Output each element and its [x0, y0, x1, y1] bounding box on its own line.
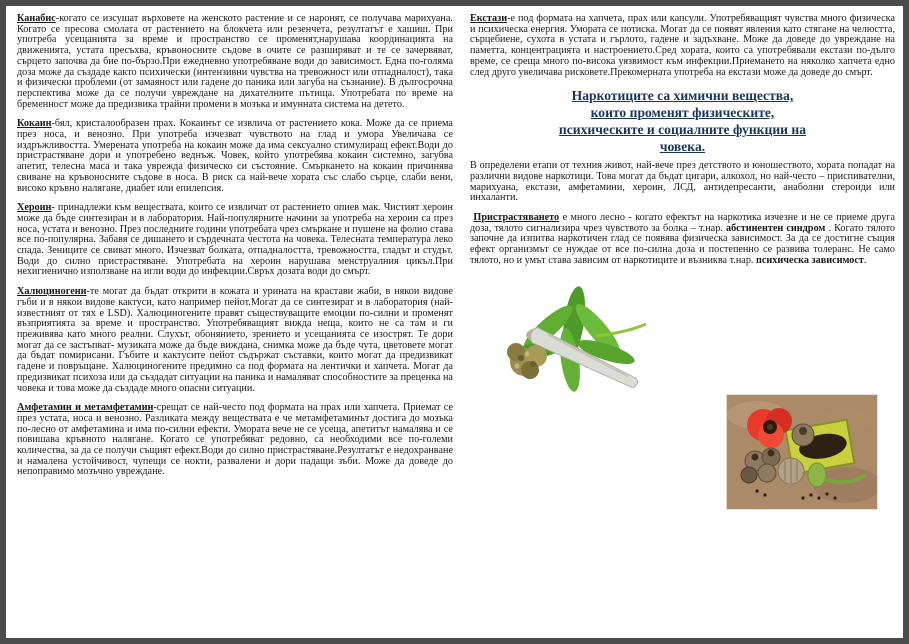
term-amphetamines: Амфетамин и метамфетамин	[17, 402, 154, 414]
term-cocaine: Кокаин	[17, 118, 52, 130]
two-column-layout	[6, 6, 903, 532]
bold-abstinence-syndrome: абстинентен синдром	[725, 222, 826, 234]
paragraph-ecstasy	[470, 14, 895, 78]
paragraph-text: - принадлежи към веществата, които се извличат от растението опиев мак. Чистият хероин може да бъде синтезиран и в лаборатория. Най-популярните начини за употреба на хероин са през носа, устата и венозно. През последните години употребата чрез смъркане и пушене на фолио става все по-популярна. Забавя се дишането и сърдечната честота на човека. Телесната температура леко спада. Зениците се свиват много. Изчезват болката, отпадналостта, тревожността, гладът и студът. Води до силно пристрастяване. Употребата на хероин нарушава менструалния цикъл.При нехигиенично използване на игли води до инфекции.Свръх дозата води до смърт.	[17, 202, 453, 278]
paragraph-addiction	[470, 213, 895, 267]
paragraph-cocaine	[17, 119, 453, 194]
page-title-line: човека.	[659, 139, 706, 155]
right-column	[470, 14, 895, 526]
cannabis-photo	[478, 284, 668, 394]
paragraph-cannabis	[17, 14, 453, 110]
paragraph-text: е много лесно - когато ефектът на наркотика изчезне и не се приеме друга доза, тялото сигнализира чрез чувството за болка – т.нар.	[469, 212, 896, 234]
term-heroin: Хероин	[17, 202, 52, 214]
paragraph-text: -когато се изсушат върховете на женското растение и се наронят, се получава марихуана. Когато се пресова смолата от растението на блокчета или резенчета, резултатът е хашиш. При употреба усещанията за време и пространство се променят,нарушава координацията на движенията, устата пресъхва, кръвоносните съдове в очите се разширяват и те се зачервяват, сърцето започва да бие по-бързо.При ежедневно употребяване води до зависимост. Една по-голяма доза може да създаде както психически (интензивни чувства на тревожност или отпадналост), така и физически проблеми (от замаяност или гадене до паника или загуба на съзнание). В дългосрочна перспектива може да се получи увреждане на дихателните пътища. Употребата по време на бременност може да предизвика трайни промени в мозъка и имунната система на детето.	[17, 13, 453, 110]
page-title-line: психическите и социалните функции на	[558, 122, 807, 138]
term-cannabis: Канабис	[17, 13, 56, 24]
page-title-line: Наркотиците са химични вещества,	[571, 88, 794, 104]
poppy-photo	[726, 394, 878, 510]
term-hallucinogens: Халюциногени	[17, 286, 87, 298]
term-ecstasy: Екстази	[469, 13, 508, 24]
paragraph-text: . Когато тялото започне да изпитва наркотичен глад се появява физическа зависимост. За да се достигне същия ефект организмът се нуждае от все по-силна доза и постепенно се развива толеранс. Не само тялото, но и умът става зависим от наркотиците и възниква т.нар.	[469, 222, 895, 266]
bold-psychic-dependence: психическа зависимост	[756, 254, 864, 266]
page-title	[476, 87, 889, 155]
paragraph-hallucinogens	[17, 287, 453, 394]
paragraph-intro: В определени етапи от техния живот, най-вече през детството и юношеството, хората попадат на различни видове наркотици. Това могат да бъдат цигари, алкохол, но най-често – приспивателни, марихуана, екстази, амфетамини, хероин, ЛСД, антидепресанти, анаболни стероиди или инхаланти.	[469, 160, 895, 204]
left-column	[17, 14, 453, 526]
paragraph-text: -бял, кристалообразен прах. Кокаинът се извлича от растението кока. Може да се приема през носа, и венозно. При употреба изчезват чувството на глад и умора Увеличава се издръжливостта. Умерената употреба на кокаин може да има сексуално стимулиращ ефект.Води до пристрастяване дори и употребено веднъж. Човек, който употребява кокаин системно, загубва апетит, телесна маса и така уврежда физическо си състояние. Смъркането на кокаин причинява свиване на кръвоносните съдове в носа. В риск са най-вече хората със слабо сърце, слаби вени, високо кръвно налягане, диабет или епилепсия.	[17, 118, 453, 194]
page-title-line: които променят физическите,	[590, 105, 775, 121]
paragraph-text: -е под формата на хапчета, прах или капсули. Употребяващият чувства много физическа и психическа енергия. Умората се потиска. Могат да се появят явления като стягане на челюстта, сърцебиене, сухота в устата и гърлото, гадене и задъхване. Може да доведе до увреждане на паметта, концентрацията и настроението.Сред хората, които са употребявали екстази по-дълго време, се среща много по-висока уязвимост към инфекции.Приемането на няколко хапчета едно след друго увеличава рисковете.Прекомерната употреба на екстази може да доведе до смърт.	[469, 13, 895, 78]
paragraph-amphetamines	[17, 403, 453, 478]
paragraph-text: -срещат се най-често под формата на прах или хапчета. Приемат се през устата, носа и венозно. Разликата между веществата е че метамфетаминът достига до мозъка по-лесно от амфетамина и има по-силни ефекти. Умората вече не се усеща, апетитът намалява и се повишава кръвното налягане. Когато се употребяват редовно, са необходими все по-големи количества, за да се получи същият ефект.Води до силно пристрастяване.Резултатът е недохранване и намалена устойчивост, чупещи се нокти, развалени и дори падащи зъби. Може да доведе до непоправимо мозъчно увреждане.	[17, 402, 453, 478]
term-addiction: Пристрастяването	[473, 212, 560, 224]
paragraph-text: .	[863, 254, 867, 266]
paragraph-text: -те могат да бъдат открити в кожата и урината на крастави жаби, в някои видове гъби и в някои видове кактуси, като например пейот.Могат да се синтезират и в лаборатория (най-известният от тях е LSD). Халюциногените правят съществуващите емоции по-силни и променят възприятията за време и пространство. Употребяващият вижда неща, които не са там и ги преживява като много реални. Слухът, обонянието, зрението и усещанията се изострят. Те дори могат да се застъпват- музиката може да бъде виждана, снимка може да бъде чута, цветовете могат да бъдат помирисани. Гъбите и кактусите пейот съдържат съставки, които могат да предизвикат гадене и повръщане. Халюциногените предимно са под формата на лентички и хапчета. Могат да предизвикат психоза или да създадат ситуации на паника и намаляват способностите за преценка на човека и това може да създаде много опасни ситуации.	[17, 286, 453, 394]
illustrations-area	[470, 276, 895, 526]
paragraph-heroin	[17, 203, 453, 278]
